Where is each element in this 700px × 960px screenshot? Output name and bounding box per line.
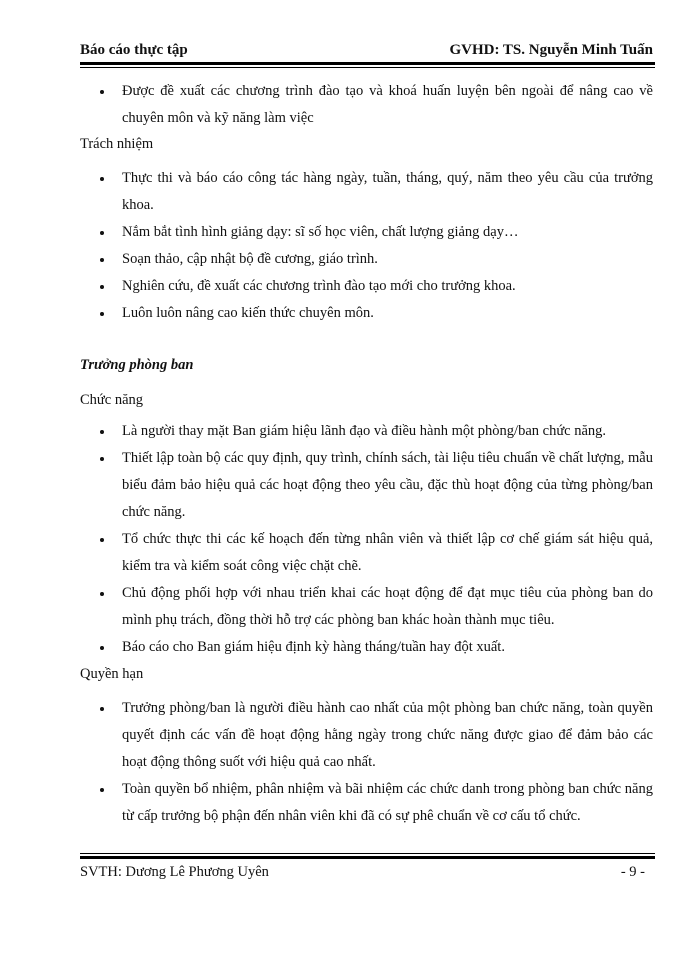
list-item: Là người thay mặt Ban giám hiệu lãnh đạo và điều hành một phòng/ban chức năng.	[80, 418, 653, 445]
list-item: Toàn quyền bổ nhiệm, phân nhiệm và bãi nhiệm các chức danh trong phòng ban chức năng từ cấp trưởng bộ phận đến nhân viên khi đã có sự phê chuẩn về cơ cấu tổ chức.	[80, 776, 653, 830]
header-advisor: GVHD: TS. Nguyễn Minh Tuấn	[449, 42, 653, 58]
list-item: Thiết lập toàn bộ các quy định, quy trình, chính sách, tài liệu tiêu chuẩn về chất lượng, mẫu biểu đảm bảo hiệu quả các hoạt động theo yêu cầu, đặc thù hoạt động của từng phòng/ban chức năng.	[80, 445, 653, 526]
list-item: Nắm bắt tình hình giảng dạy: sĩ số học viên, chất lượng giảng dạy…	[80, 219, 653, 246]
bullet-icon	[100, 90, 104, 94]
bullet-icon	[100, 592, 104, 596]
list-item: Luôn luôn nâng cao kiến thức chuyên môn.	[80, 300, 653, 327]
footer-rule	[80, 853, 655, 859]
bullet-icon	[100, 538, 104, 542]
page-footer	[80, 864, 653, 884]
page-number: - 9 -	[620, 864, 645, 880]
bullet-icon	[100, 707, 104, 711]
page-header	[80, 42, 653, 62]
list-item: Chủ động phối hợp với nhau triển khai các hoạt động để đạt mục tiêu của phòng ban do mình phụ trách, đồng thời hỗ trợ các phòng ban khác hoàn thành mục tiêu.	[80, 580, 653, 634]
bullet-icon	[100, 788, 104, 792]
bullet-icon	[100, 646, 104, 650]
bullet-icon	[100, 457, 104, 461]
list-block1	[80, 78, 653, 132]
list-item: Soạn thảo, cập nhật bộ đề cương, giáo trình.	[80, 246, 653, 273]
bullet-icon	[100, 177, 104, 181]
list-item: Thực thi và báo cáo công tác hàng ngày, tuần, tháng, quý, năm theo yêu cầu của trưởng khoa.	[80, 165, 653, 219]
list-quyen-han	[80, 695, 653, 830]
header-report-title: Báo cáo thực tập	[80, 42, 188, 58]
list-item: Được đề xuất các chương trình đào tạo và khoá huấn luyện bên ngoài để nâng cao về chuyên môn và kỹ năng làm việc	[80, 78, 653, 132]
page-body	[80, 78, 653, 830]
list-item: Nghiên cứu, đề xuất các chương trình đào tạo mới cho trưởng khoa.	[80, 273, 653, 300]
label-trach-nhiem: Trách nhiệm	[80, 136, 154, 152]
header-rule	[80, 62, 655, 68]
list-item: Tổ chức thực thi các kế hoạch đến từng nhân viên và thiết lập cơ chế giám sát hiệu quả, kiểm tra và kiểm soát công việc chặt chẽ.	[80, 526, 653, 580]
section-title-truong-phong-ban: Trưởng phòng ban	[80, 357, 194, 373]
bullet-icon	[100, 231, 104, 235]
footer-student: SVTH: Dương Lê Phương Uyên	[80, 864, 269, 880]
label-chuc-nang: Chức năng	[80, 392, 144, 408]
bullet-icon	[100, 430, 104, 434]
bullet-icon	[100, 312, 104, 316]
list-chuc-nang	[80, 418, 653, 661]
bullet-icon	[100, 285, 104, 289]
label-quyen-han: Quyền hạn	[80, 666, 144, 682]
list-item: Báo cáo cho Ban giám hiệu định kỳ hàng tháng/tuần hay đột xuất.	[80, 634, 653, 661]
list-trach-nhiem	[80, 165, 653, 327]
list-item: Trưởng phòng/ban là người điều hành cao nhất của một phòng ban chức năng, toàn quyền quyết định các vấn đề hoạt động hằng ngày trong chức năng được giao để đảm bảo các hoạt động thông suốt với hiệu quả cao nhất.	[80, 695, 653, 776]
bullet-icon	[100, 258, 104, 262]
